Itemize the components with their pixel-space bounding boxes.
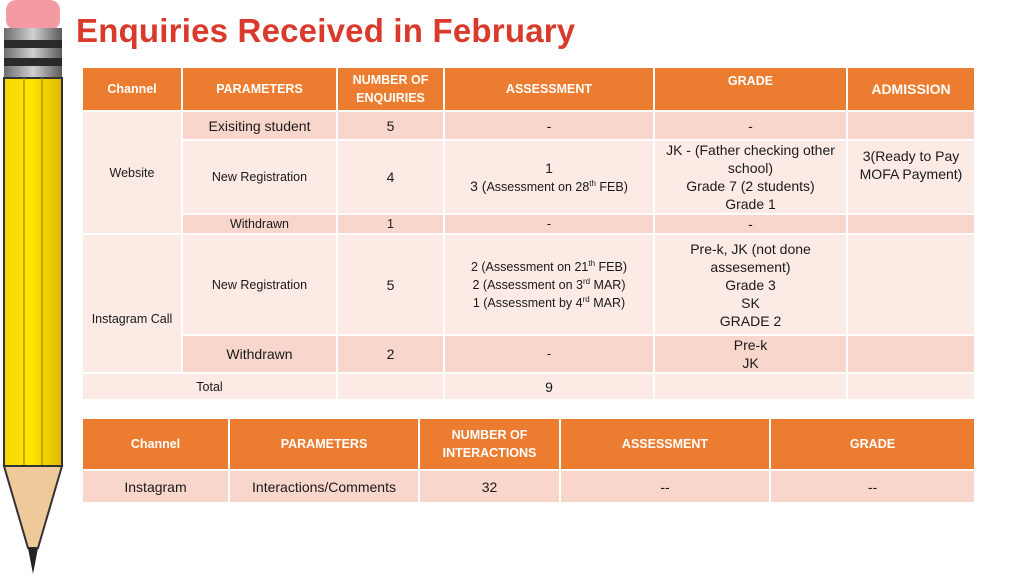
channel-instagram: Instagram [82,470,229,503]
header-row [82,67,975,111]
total-empty [337,373,444,400]
header-assessment: ASSESSMENT [560,418,770,470]
page-title: Enquiries Received in February [76,12,576,49]
grade-new-registration-website: JK - (Father checking other school) Grade 7 (2 students) Grade 1 [654,140,847,214]
header-row [82,418,975,470]
admission-withdrawn-instagram [847,335,975,373]
grade-existing: - [654,111,847,140]
num-new-registration-website: 4 [337,140,444,214]
admission-new-registration-instagram [847,234,975,335]
assessment-new-registration-instagram: 2 (Assessment on 21th FEB) 2 (Assessment on 3rd MAR) 1 (Assessment by 4rd MAR) [444,234,654,335]
assessment-interactions: -- [560,470,770,503]
header-channel: Channel [82,67,182,111]
table-row [82,335,975,373]
grade-interactions: -- [770,470,975,503]
total-label: Total [82,373,337,400]
total-row [82,373,975,400]
assessment-withdrawn-website: - [444,214,654,234]
num-new-registration-instagram: 5 [337,234,444,335]
header-parameters: PARAMETERS [229,418,419,470]
assessment-withdrawn-instagram: - [444,335,654,373]
param-new-registration-instagram: New Registration [182,234,337,335]
channel-website: Website [82,111,182,234]
interactions-table [81,417,976,504]
header-grade: GRADE [654,67,847,111]
channel-instagram-call: Instagram Call [82,234,182,373]
enquiries-table [81,66,976,401]
param-new-registration-website: New Registration [182,140,337,214]
header-assessment: ASSESSMENT [444,67,654,111]
table-row [82,111,975,140]
assessment-new-registration-website: 1 3 (Assessment on 28th FEB) [444,140,654,214]
header-parameters: PARAMETERS [182,67,337,111]
assessment-existing: - [444,111,654,140]
admission-withdrawn-website [847,214,975,234]
grade-new-registration-instagram: Pre-k, JK (not done assesement) Grade 3 SK GRADE 2 [654,234,847,335]
param-interactions: Interactions/Comments [229,470,419,503]
header-number-of-enquiries: NUMBER OF ENQUIRIES [337,67,444,111]
header-number-of-interactions: NUMBER OF INTERACTIONS [419,418,560,470]
table-row [82,470,975,503]
table-row [82,214,975,234]
param-withdrawn-website: Withdrawn [182,214,337,234]
header-grade: GRADE [770,418,975,470]
total-value: 9 [444,373,654,400]
grade-withdrawn-instagram: Pre-k JK [654,335,847,373]
grade-withdrawn-website: - [654,214,847,234]
num-withdrawn-instagram: 2 [337,335,444,373]
param-withdrawn-instagram: Withdrawn [182,335,337,373]
num-interactions: 32 [419,470,560,503]
admission-new-registration-website: 3(Ready to Pay MOFA Payment) [847,140,975,214]
pencil-illustration [0,0,64,576]
admission-existing [847,111,975,140]
num-existing: 5 [337,111,444,140]
param-existing: Exisiting student [182,111,337,140]
header-admission: ADMISSION [847,67,975,111]
header-channel: Channel [82,418,229,470]
table-row [82,234,975,335]
num-withdrawn-website: 1 [337,214,444,234]
table-row [82,140,975,214]
